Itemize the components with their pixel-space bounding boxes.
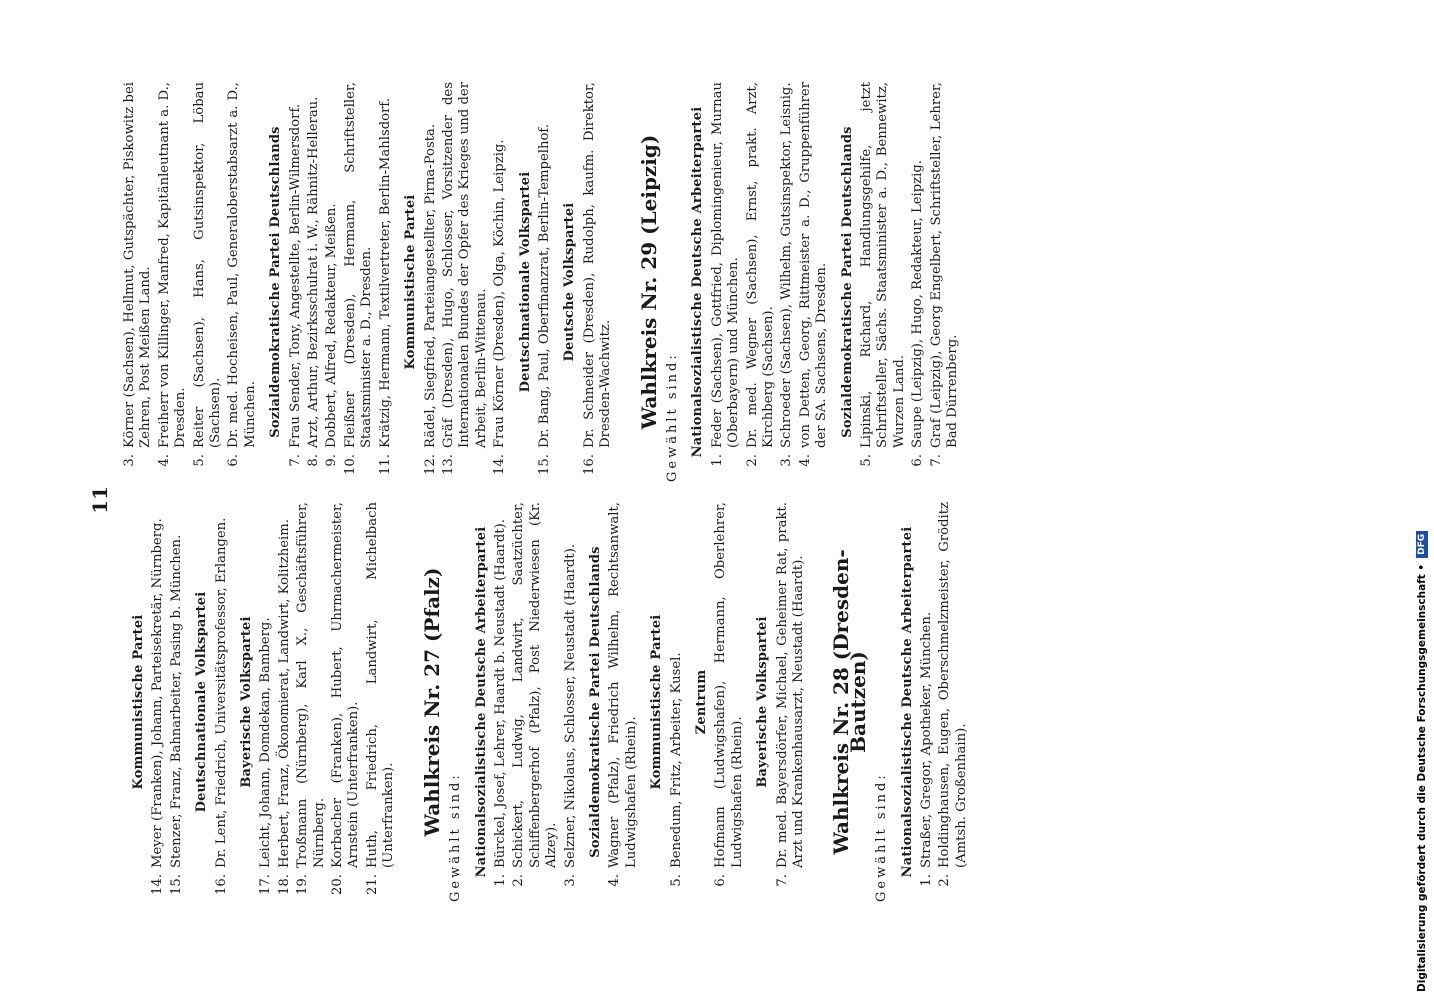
entry-number: 12. — [422, 454, 438, 475]
member-entry — [919, 502, 935, 902]
party-heading: Zentrum — [693, 669, 709, 735]
entry-text: Frau Sender, Tony, Angestellte, Berlin-Wilmersdorf. — [287, 103, 303, 448]
member-entry — [288, 82, 304, 482]
left-column — [122, 502, 972, 902]
party-heading: Nationalsozialistische Deutsche Arbeiterpartei — [690, 106, 706, 458]
party-heading: Kommunistische Partei — [131, 614, 146, 790]
entry-text: Frau Körner (Dresden), Olga, Köchin, Leipzig. — [492, 139, 508, 448]
member-entry — [365, 502, 398, 902]
entry-text: Korbacher (Franken), Hubert, Uhrmachermeister, Arnstein (Unterfranken). — [330, 502, 362, 868]
member-entry — [169, 502, 185, 902]
party-heading: Bayerische Volkspartei — [239, 616, 255, 788]
entry-text: Dr. Schneider (Dresden), Rudolph, kaufm. Direktor, Dresden-Wachwitz. — [581, 82, 614, 448]
gewaehlt-label: Gewählt sind: — [664, 352, 680, 482]
entry-number: 2. — [937, 874, 953, 887]
entry-text: Wagner (Pfalz), Friedrich Wilhelm, Rechtsanwalt, Ludwigshafen (Rhein). — [607, 502, 639, 868]
party-heading: Nationalsozialistische Deutsche Arbeiterpartei — [899, 526, 915, 878]
party-heading: Nationalsozialistische Deutsche Arbeiterpartei — [473, 526, 489, 878]
member-entry — [859, 82, 908, 482]
member-entry — [192, 82, 225, 482]
entry-number: 3. — [779, 454, 795, 467]
wahlkreis-heading: Wahlkreis Nr. 27 (Pfalz) — [419, 567, 444, 837]
entry-text: Dr. med. Bayersdörfer, Michael, Geheimer Rat, prakt. Arzt und Krankenhausarzt, Neustadt (Haardt). — [774, 502, 806, 868]
party-heading: Deutsche Volkspartei — [562, 202, 578, 362]
right-column — [122, 82, 963, 482]
dfg-footer — [1416, 531, 1428, 992]
member-entry — [537, 82, 553, 482]
entry-number: 16. — [213, 874, 229, 895]
entry-number: 18. — [276, 874, 292, 895]
party-heading: Sozialdemokratische Partei Deutschlands — [268, 126, 284, 438]
member-entry — [330, 502, 363, 902]
member-entry — [423, 82, 439, 482]
entry-number: 3. — [122, 454, 137, 467]
entry-number: 6. — [713, 874, 729, 887]
entry-number: 1. — [709, 454, 725, 467]
entry-text: Freiherr von Killinger, Manfred, Kapitänleutnant a. D., Dresden. — [156, 82, 189, 448]
member-entry — [122, 82, 155, 482]
entry-number: 7. — [774, 874, 790, 887]
member-entry — [324, 82, 340, 482]
entry-number: 7. — [928, 454, 944, 467]
entry-text: Krätzig, Hermann, Textilvertreter, Berlin-Mahlsdorf. — [377, 97, 393, 448]
entry-text: Selzner, Nikolaus, Schlosser, Neustadt (Haardt). — [562, 543, 578, 868]
entry-number: 1. — [919, 874, 935, 887]
footer-text: Digitalisierung gefördert durch die Deutsche Forschungsgemeinschaft • — [1416, 563, 1428, 992]
entry-text: Straßer, Gregor, Apotheker, München. — [919, 611, 935, 868]
entry-number: 17. — [258, 874, 274, 895]
party-heading: Deutschnationale Volkspartei — [517, 171, 533, 393]
entry-text: Bürckel, Josef, Lehrer, Haardt b. Neustadt (Haardt). — [492, 518, 508, 868]
member-entry — [582, 82, 615, 482]
wahlkreis-heading: Wahlkreis Nr. 29 (Leipzig) — [636, 134, 661, 430]
member-entry — [607, 502, 640, 902]
entry-number: 9. — [324, 454, 340, 467]
party-heading: Sozialdemokratische Partei Deutschlands — [839, 126, 855, 438]
member-entry — [493, 502, 509, 902]
entry-text: von Detten, Georg, Rittmeister a. D., Gruppenführer der SA. Sachsens, Dresden. — [797, 82, 830, 448]
member-entry — [214, 502, 230, 902]
entry-number: 15. — [168, 874, 184, 895]
entry-number: 7. — [287, 454, 303, 467]
entry-number: 5. — [668, 874, 684, 887]
entry-number: 1. — [492, 874, 508, 887]
entry-number: 15. — [536, 454, 552, 475]
entry-text: Reiter (Sachsen), Hans, Gutsinspektor, Löbau (Sachsen). — [191, 82, 224, 448]
member-entry — [798, 82, 831, 482]
entry-number: 6. — [910, 454, 926, 467]
entry-text: Hofmann (Ludwigshafen), Hermann, Oberlehrer, Ludwigshafen (Rhein). — [713, 502, 745, 868]
entry-number: 10. — [342, 454, 358, 475]
member-entry — [779, 82, 795, 482]
party-heading: Deutschnationale Volkspartei — [194, 591, 210, 813]
entry-number: 5. — [191, 454, 207, 467]
member-entry — [441, 82, 490, 482]
entry-text: Feder (Sachsen), Gottfried, Diplomingenieur, Murnau (Oberbayern) und München. — [709, 82, 742, 448]
member-entry — [150, 502, 166, 902]
member-entry — [157, 82, 190, 482]
entry-text: Dr. Lent, Friedrich, Universitätsprofessor, Erlangen. — [213, 517, 229, 868]
entry-number: 2. — [744, 454, 760, 467]
entry-text: Stenzer, Franz, Bahnarbeiter, Pasing b. München. — [168, 534, 184, 868]
entry-text: Troßmann (Nürnberg), Karl X., Geschäftsführer, Nürnberg. — [295, 502, 327, 868]
entry-number: 8. — [306, 454, 322, 467]
member-entry — [226, 82, 259, 482]
document-page — [80, 70, 1330, 930]
member-entry — [929, 82, 962, 482]
entry-number: 11. — [377, 454, 393, 475]
gewaehlt-label: Gewählt sind: — [448, 772, 464, 902]
entry-text: Holdinghausen, Eugen, Oberschmelzmeister, Gröditz (Amtsh. Großenhain). — [937, 502, 969, 868]
entry-text: Saupe (Leipzig), Hugo, Redakteur, Leipzig. — [910, 160, 926, 448]
entry-number: 4. — [797, 454, 813, 467]
member-entry — [306, 82, 322, 482]
entry-number: 21. — [364, 874, 380, 895]
member-entry — [937, 502, 970, 902]
entry-number: 2. — [511, 874, 527, 887]
entry-number: 16. — [581, 454, 597, 475]
entry-number: 19. — [295, 874, 311, 895]
entry-text: Fleißner (Dresden), Hermann, Schriftsteller, Staatsminister a. D., Dresden. — [342, 82, 375, 448]
dfg-logo: DFG — [1416, 531, 1428, 558]
member-entry — [277, 502, 293, 902]
entry-text: Dr. med. Hocheisen, Paul, Generaloberstabsarzt a. D., München. — [226, 82, 258, 448]
wahlkreis-heading: Wahlkreis Nr. 28 (Dresden-Bautzen) — [829, 549, 870, 855]
entry-number: 4. — [607, 874, 623, 887]
entry-text: Körner (Sachsen), Hellmut, Gutspächter, Piskowitz bei Zehren, Post Meißen Land. — [122, 82, 154, 448]
member-entry — [745, 82, 778, 482]
entry-text: Lipinski, Richard, Handlungsgehilfe, jetzt Schriftsteller, Sächs. Staatsminister a. D., Bennewitz, Wurzen Land. — [859, 82, 907, 448]
member-entry — [343, 82, 376, 482]
entry-text: Huth, Friedrich, Landwirt, Michelbach (Unterfranken). — [364, 502, 397, 868]
entry-number: 6. — [226, 454, 242, 467]
member-entry — [910, 82, 926, 482]
member-entry — [511, 502, 560, 902]
party-heading: Bayerische Volkspartei — [755, 616, 771, 788]
entry-number: 14. — [492, 454, 508, 475]
party-heading: Sozialdemokratische Partei Deutschlands — [587, 546, 603, 858]
party-heading: Kommunistische Partei — [403, 194, 419, 370]
entry-number: 20. — [330, 874, 346, 895]
member-entry — [492, 82, 508, 482]
entry-text: Gräf (Dresden), Hugo, Schlosser, Vorsitzender des Internationalen Bundes der Opfer des Krieges und der Arbeit, Berlin-Wittenau. — [440, 82, 489, 448]
entry-text: Dr. Bang, Paul, Oberfinanzrat, Berlin-Tempelhof. — [536, 123, 552, 448]
member-entry — [295, 502, 328, 902]
entry-text: Benedum, Fritz, Arbeiter, Kusel. — [668, 652, 684, 868]
entry-text: Schickert, Ludwig, Landwirt, Saatzüchter, Schiffenbergerhof (Pfalz), Post Niederwiesen (Kr. Alzey). — [511, 502, 560, 868]
entry-text: Rädel, Siegfried, Parteiangestellter, Pirna-Posta. — [422, 123, 438, 448]
entry-text: Herbert, Franz, Ökonomierat, Landwirt, Kolitzheim. — [276, 519, 292, 868]
entry-number: 4. — [156, 454, 172, 467]
entry-number: 5. — [859, 454, 875, 467]
entry-number: 14. — [150, 874, 166, 895]
party-heading: Kommunistische Partei — [649, 614, 665, 790]
member-entry — [669, 502, 685, 902]
entry-number: 13. — [440, 454, 456, 475]
entry-text: Schroeder (Sachsen), Wilhelm, Gutsinspektor, Leisnig. — [779, 82, 795, 448]
gewaehlt-label: Gewählt sind: — [874, 772, 890, 902]
entry-number: 3. — [562, 874, 578, 887]
entry-text: Arzt, Arthur, Bezirksschulrat i. W., Rähnitz-Hellerau. — [306, 96, 322, 448]
entry-text: Dobbert, Alfred, Redakteur, Meißen. — [324, 203, 340, 448]
entry-text: Dr. med. Wegner (Sachsen), Ernst, prakt. Arzt, Kirchberg (Sachsen). — [744, 82, 776, 448]
page-number: 11 — [88, 486, 112, 514]
member-entry — [775, 502, 808, 902]
member-entry — [258, 502, 274, 902]
entry-text: Graf (Leipzig), Georg Engelbert, Schriftsteller, Lehrer, Bad Dürrenberg. — [928, 82, 961, 448]
member-entry — [713, 502, 746, 902]
entry-text: Meyer (Franken), Johann, Parteisekretär, Nürnberg. — [150, 518, 166, 868]
member-entry — [710, 82, 743, 482]
member-entry — [378, 82, 394, 482]
member-entry — [563, 502, 579, 902]
entry-text: Leicht, Johann, Domdekan, Bamberg. — [258, 617, 274, 868]
